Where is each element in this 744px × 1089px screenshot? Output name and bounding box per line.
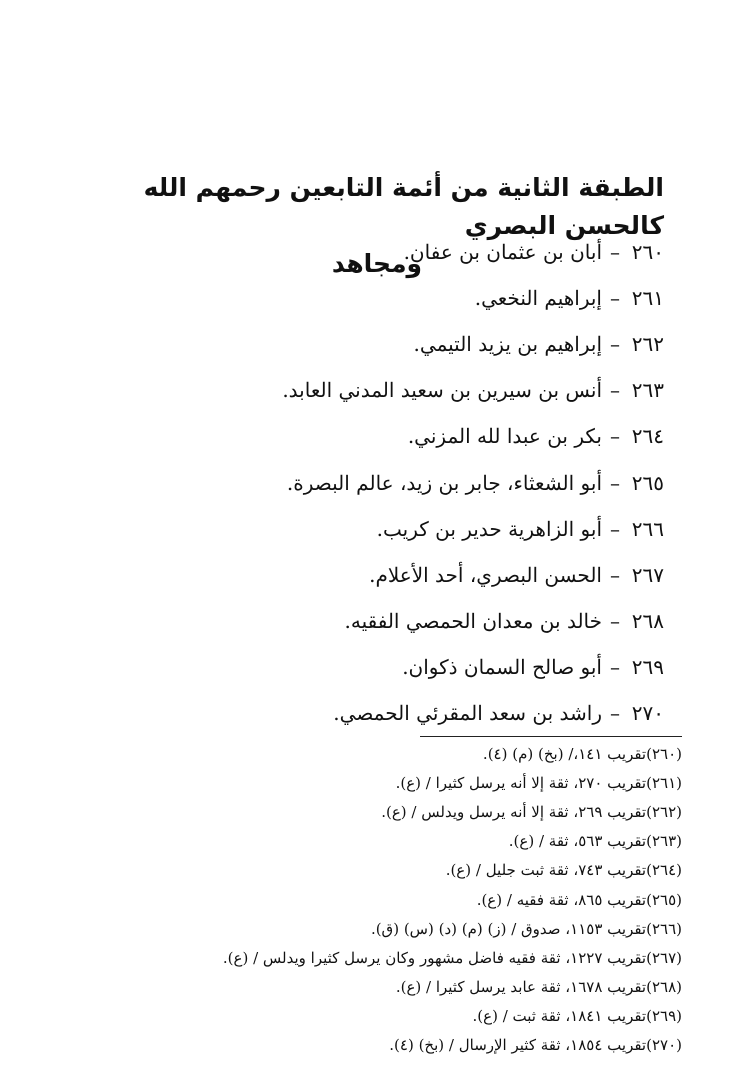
footnote: (٢٦٩)تقريب ١٨٤١، ثقة ثبت / (ع). — [472, 1007, 682, 1026]
footnote: (٢٦٥)تقريب ٨٦٥، ثقة فقيه / (ع). — [476, 890, 682, 909]
footnote-divider — [420, 736, 682, 737]
footnotes — [122, 739, 682, 1060]
entry-number: ٢٦٢ — [631, 332, 664, 357]
entry-number: ٢٦٦ — [631, 516, 664, 541]
list-item — [144, 690, 664, 736]
list-item — [144, 367, 664, 413]
footnote: (٢٦٠)تقريب ١٤١،/ (بخ) (م) (٤). — [482, 744, 682, 763]
entry-dash: – — [610, 516, 620, 541]
entry-dash: – — [610, 608, 620, 633]
entry-number: ٢٦٥ — [631, 470, 664, 495]
entry-dash: – — [610, 654, 620, 679]
list-item — [144, 321, 664, 367]
entry-text: إبراهيم بن يزيد التيمي. — [413, 332, 602, 357]
entry-number: ٢٦٩ — [631, 654, 664, 679]
footnote: (٢٦١)تقريب ٢٧٠، ثقة إلا أنه يرسل كثيرا / (ع). — [395, 773, 682, 792]
heading-line-2: ومجاهد — [331, 248, 423, 278]
footnote: (٢٦٨)تقريب ١٦٧٨، ثقة عابد يرسل كثيرا / (ع). — [395, 978, 682, 997]
narrator-list — [144, 229, 664, 736]
entry-number: ٢٧٠ — [631, 700, 664, 725]
entry-number: ٢٦٣ — [631, 378, 664, 403]
list-item — [144, 275, 664, 321]
entry-text: أنس بن سيرين بن سعيد المدني العابد. — [282, 378, 602, 403]
entry-dash: – — [610, 562, 620, 587]
footnote: (٢٦٢)تقريب ٢٦٩، ثقة إلا أنه يرسل ويدلس / (ع). — [381, 802, 682, 821]
entry-text: أبو صالح السمان ذكوان. — [402, 654, 602, 679]
entry-dash: – — [610, 378, 620, 403]
entry-text: أبان بن عثمان بن عفان. — [403, 240, 602, 265]
list-item — [144, 506, 664, 552]
entry-dash: – — [610, 700, 620, 725]
list-item — [144, 459, 664, 505]
footnote: (٢٦٣)تقريب ٥٦٣، ثقة / (ع). — [508, 832, 682, 851]
entry-number: ٢٦٤ — [631, 424, 664, 449]
entry-text: أبو الزاهرية حدير بن كريب. — [376, 516, 602, 541]
entry-text: راشد بن سعد المقرئي الحمصي. — [333, 700, 602, 725]
entry-dash: – — [610, 470, 620, 495]
entry-dash: – — [610, 240, 620, 265]
entry-text: خالد بن معدان الحمصي الفقيه. — [344, 608, 602, 633]
entry-text: إبراهيم النخعي. — [474, 286, 602, 311]
heading-line-1: الطبقة الثانية من أئمة التابعين رحمهم الله كالحسن البصري — [143, 172, 664, 240]
entry-text: الحسن البصري، أحد الأعلام. — [369, 562, 602, 587]
entry-number: ٢٦٨ — [631, 608, 664, 633]
entry-text: بكر بن عبدا لله المزني. — [407, 424, 602, 449]
entry-number: ٢٦٠ — [631, 240, 664, 265]
list-item — [144, 598, 664, 644]
entry-dash: – — [610, 332, 620, 357]
list-item — [144, 413, 664, 459]
list-item — [144, 644, 664, 690]
entry-text: أبو الشعثاء، جابر بن زيد، عالم البصرة. — [286, 470, 602, 495]
footnote: (٢٦٦)تقريب ١١٥٣، صدوق / (ز) (م) (د) (س) (ق). — [370, 919, 682, 938]
list-item — [144, 229, 664, 275]
footnote: (٢٦٧)تقريب ١٢٢٧، ثقة فقيه فاضل مشهور وكان يرسل كثيرا ويدلس / (ع). — [222, 948, 682, 967]
entry-number: ٢٦٧ — [631, 562, 664, 587]
entry-dash: – — [610, 424, 620, 449]
entry-number: ٢٦١ — [631, 286, 664, 311]
footnote: (٢٦٤)تقريب ٧٤٣، ثقة ثبت جليل / (ع). — [445, 861, 682, 880]
footnote: (٢٧٠)تقريب ١٨٥٤، ثقة كثير الإرسال / (بخ) (٤). — [389, 1036, 682, 1055]
entry-dash: – — [610, 286, 620, 311]
list-item — [144, 552, 664, 598]
